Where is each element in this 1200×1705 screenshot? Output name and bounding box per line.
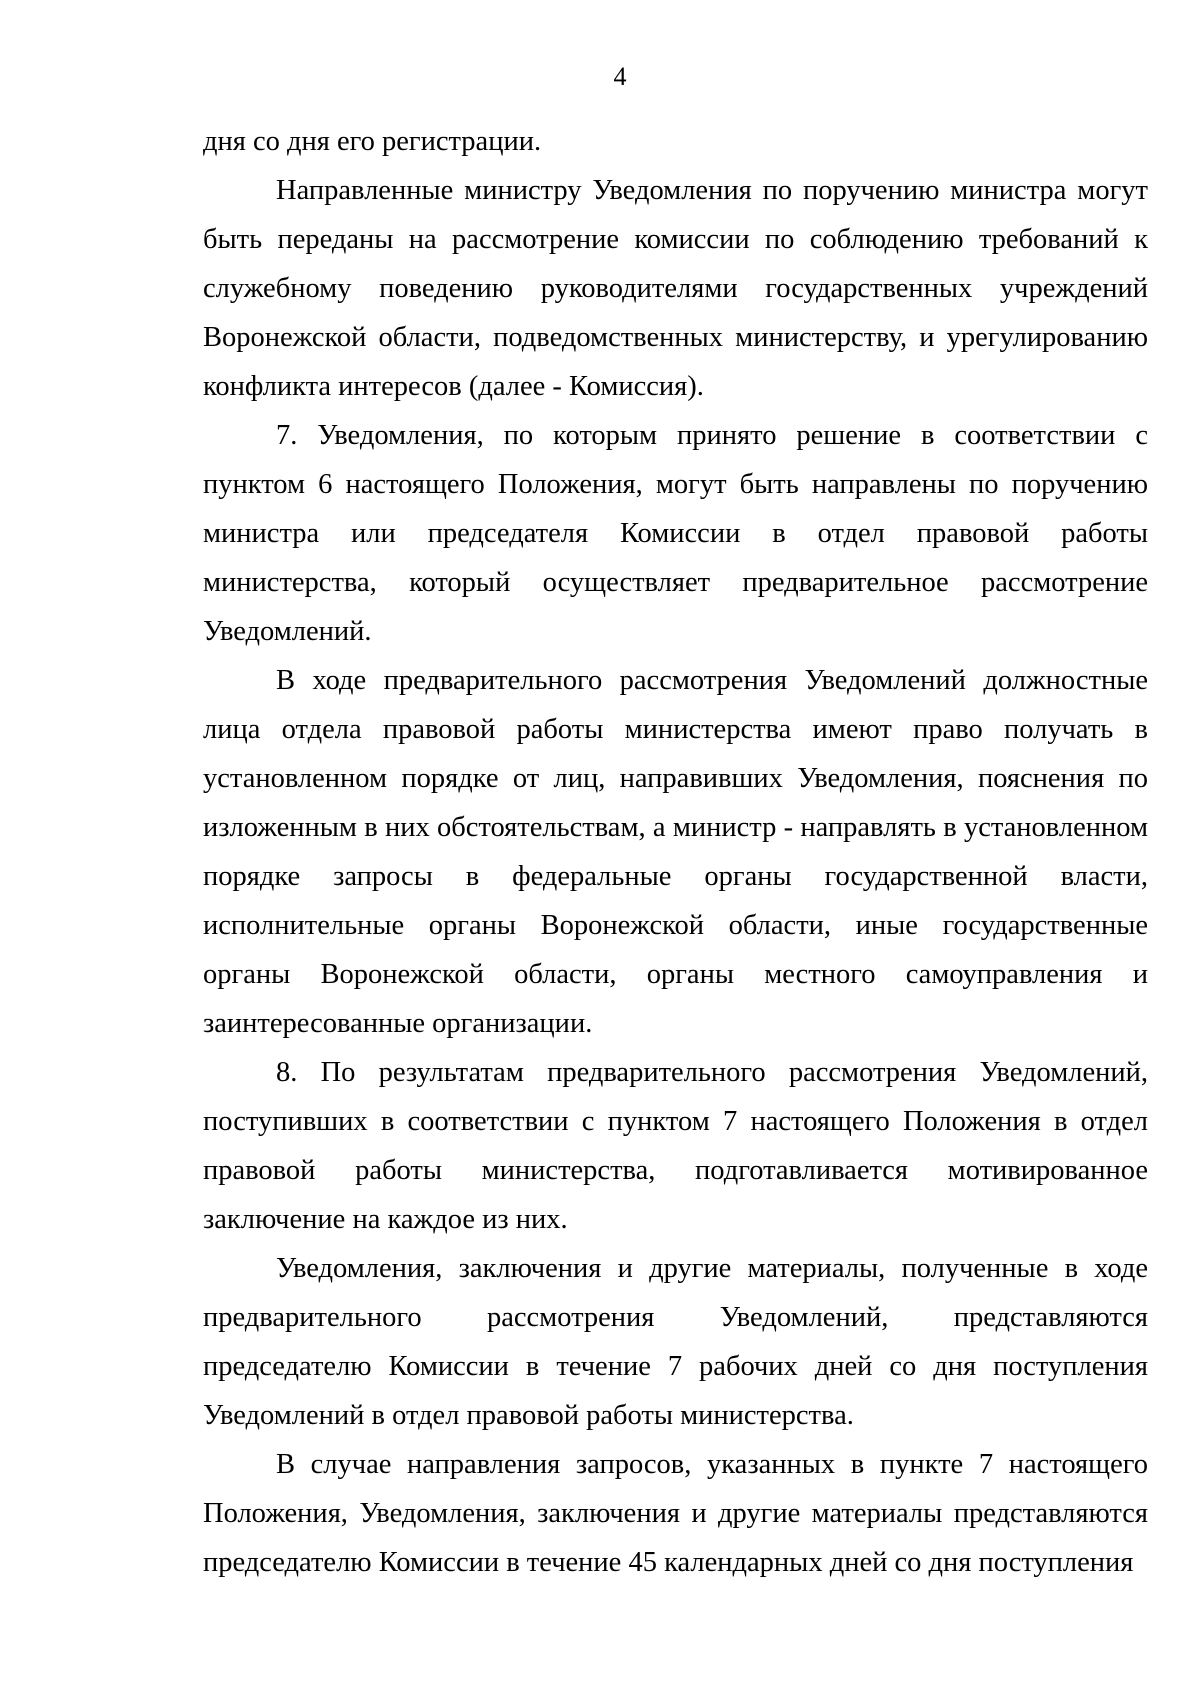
paragraph-continuation: дня со дня его регистрации. [203,126,542,157]
paragraph-materials-45-days: В случае направления запросов, указанных в пункте 7 настоящего Положения, Уведомления, заключения и другие материалы представляются председателю Комиссии в течение 45 календарных дней со дня поступления [203,1449,1148,1578]
paragraph-materials-7-days: Уведомления, заключения и другие материалы, полученные в ходе предварительного рассмотрения Уведомлений, представляются председателю Комиссии в течение 7 рабочих дней со дня поступления Уведомлений в отдел правовой работы министерства. [203,1253,1148,1431]
document-body [203,117,1148,1587]
paragraph-item-8: 8. По результатам предварительного рассмотрения Уведомлений, поступивших в соответствии с пунктом 7 настоящего Положения в отдел правовой работы министерства, подготавливается мотивированное заключение на каждое из них. [203,1057,1148,1235]
paragraph-notifications-commission: Направленные министру Уведомления по поручению министра могут быть переданы на рассмотрение комиссии по соблюдению требований к служебному поведению руководителями государственных учреждений Воронежской области, подведомственных министерству, и урегулированию конфликта интересов (далее - Комиссия). [203,175,1148,402]
paragraph-preliminary-review: В ходе предварительного рассмотрения Уведомлений должностные лица отдела правовой работы министерства имеют право получать в установленном порядке от лиц, направивших Уведомления, пояснения по изложенным в них обстоятельствам, а министр - направлять в установленном порядке запросы в федеральные органы государственной власти, исполнительные органы Воронежской области, иные государственные органы Воронежской области, органы местного самоуправления и заинтересованные организации. [203,665,1148,1039]
paragraph-item-7: 7. Уведомления, по которым принято решение в соответствии с пунктом 6 настоящего Положения, могут быть направлены по поручению министра или председателя Комиссии в отдел правовой работы министерства, который осуществляет предварительное рассмотрение Уведомлений. [203,420,1148,647]
page-number: 4 [613,62,627,91]
